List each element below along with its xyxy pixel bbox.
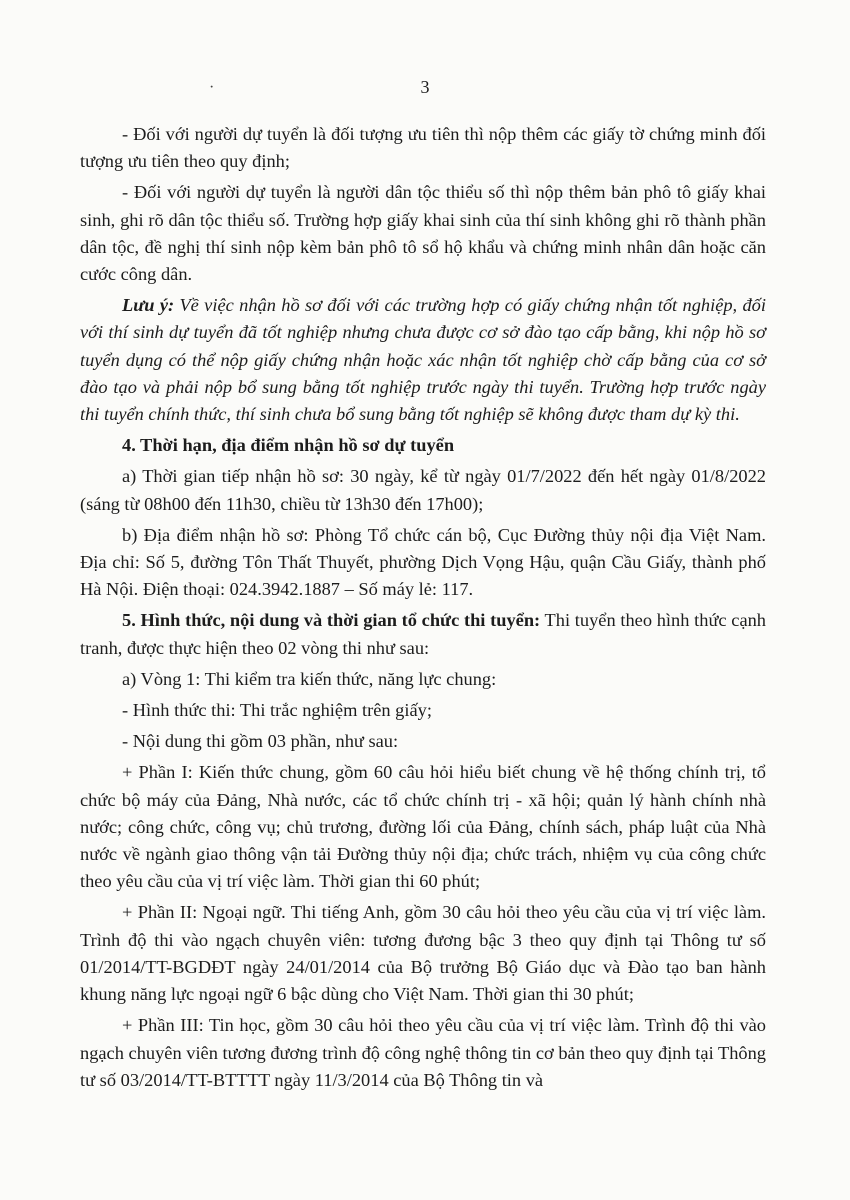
paragraph-part-1: + Phần I: Kiến thức chung, gồm 60 câu hỏi hiểu biết chung về hệ thống chính trị, tổ chức bộ máy của Đảng, Nhà nước, các tổ chức chính trị - xã hội; quản lý hành chính nhà nước; công chức, công vụ; chủ trương, đường lối của Đảng, chính sách, pháp luật của Nhà nước về ngành giao thông vận tải Đường thủy nội địa; chức trách, nhiệm vụ của công chức theo yêu cầu của vị trí việc làm. Thời gian thi 60 phút; (80, 762, 766, 892)
paragraph-5a: a) Vòng 1: Thi kiểm tra kiến thức, năng lực chung: (122, 668, 497, 689)
page-number: 3 (420, 77, 430, 97)
paragraph-exam-format: - Hình thức thi: Thi trắc nghiệm trên giấy; (122, 700, 432, 721)
note-paragraph: Lưu ý: Về việc nhận hồ sơ đối với các trường hợp có giấy chứng nhận tốt nghiệp, đối với thí sinh dự tuyển đã tốt nghiệp nhưng chưa được cơ sở đào tạo cấp bằng, khi nộp hồ sơ tuyển dụng có thể nộp giấy chứng nhận hoặc xác nhận tốt nghiệp chờ cấp bằng của cơ sở đào tạo và phải nộp bổ sung bằng tốt nghiệp trước ngày thi tuyển. Trường hợp trước ngày thi tuyển chính thức, thí sinh chưa bổ sung bằng tốt nghiệp sẽ không được tham dự kỳ thi. (80, 295, 766, 425)
paragraph-4a: a) Thời gian tiếp nhận hồ sơ: 30 ngày, kể từ ngày 01/7/2022 đến hết ngày 01/8/2022 (sáng từ 08h00 đến 11h30, chiều từ 13h30 đến 17h00); (80, 466, 766, 514)
section-4-heading: 4. Thời hạn, địa điểm nhận hồ sơ dự tuyển (122, 435, 455, 456)
paragraph-part-2: + Phần II: Ngoại ngữ. Thi tiếng Anh, gồm 30 câu hỏi theo yêu cầu của vị trí việc làm. Trình độ thi vào ngạch chuyên viên: tương đương bậc 3 theo quy định tại Thông tư số 01/2014/TT-BGDĐT ngày 24/01/2014 của Bộ trưởng Bộ Giáo dục và Đào tạo ban hành khung năng lực ngoại ngữ 6 bậc dùng cho Việt Nam. Thời gian thi 30 phút; (80, 902, 766, 1005)
paragraph-4b: b) Địa điểm nhận hồ sơ: Phòng Tổ chức cán bộ, Cục Đường thủy nội địa Việt Nam. Địa chỉ: Số 5, đường Tôn Thất Thuyết, phường Dịch Vọng Hậu, quận Cầu Giấy, thành phố Hà Nội. Điện thoại: 024.3942.1887 – Số máy lẻ: 117. (80, 524, 766, 600)
paragraph-part-3: + Phần III: Tin học, gồm 30 câu hỏi theo yêu cầu của vị trí việc làm. Trình độ thi vào ngạch chuyên viên tương đương trình độ công nghệ thông tin cơ bản theo quy định tại Thông tư số 03/2014/TT-BTTTT ngày 11/3/2014 của Bộ Thông tin và (80, 1015, 766, 1090)
note-label: Lưu ý: (122, 295, 175, 316)
document-body (80, 121, 766, 1098)
paragraph-ethnic-minority: - Đối với người dự tuyển là người dân tộc thiểu số thì nộp thêm bản phô tô giấy khai sinh, ghi rõ dân tộc thiểu số. Trường hợp giấy khai sinh của thí sinh không ghi rõ thành phần dân tộc, đề nghị thí sinh nộp kèm bản phô tô sổ hộ khẩu và chứng minh nhân dân hoặc căn cước công dân. (80, 182, 766, 285)
scan-speck: · (209, 79, 215, 96)
section-5-heading: 5. Hình thức, nội dung và thời gian tổ chức thi tuyển: Thi tuyển theo hình thức cạnh tranh, được thực hiện theo 02 vòng thi như sau: (80, 610, 766, 658)
paragraph-exam-content: - Nội dung thi gồm 03 phần, như sau: (122, 731, 399, 752)
paragraph-priority-docs: - Đối với người dự tuyển là đối tượng ưu tiên thì nộp thêm các giấy tờ chứng minh đối tượng ưu tiên theo quy định; (80, 124, 766, 172)
